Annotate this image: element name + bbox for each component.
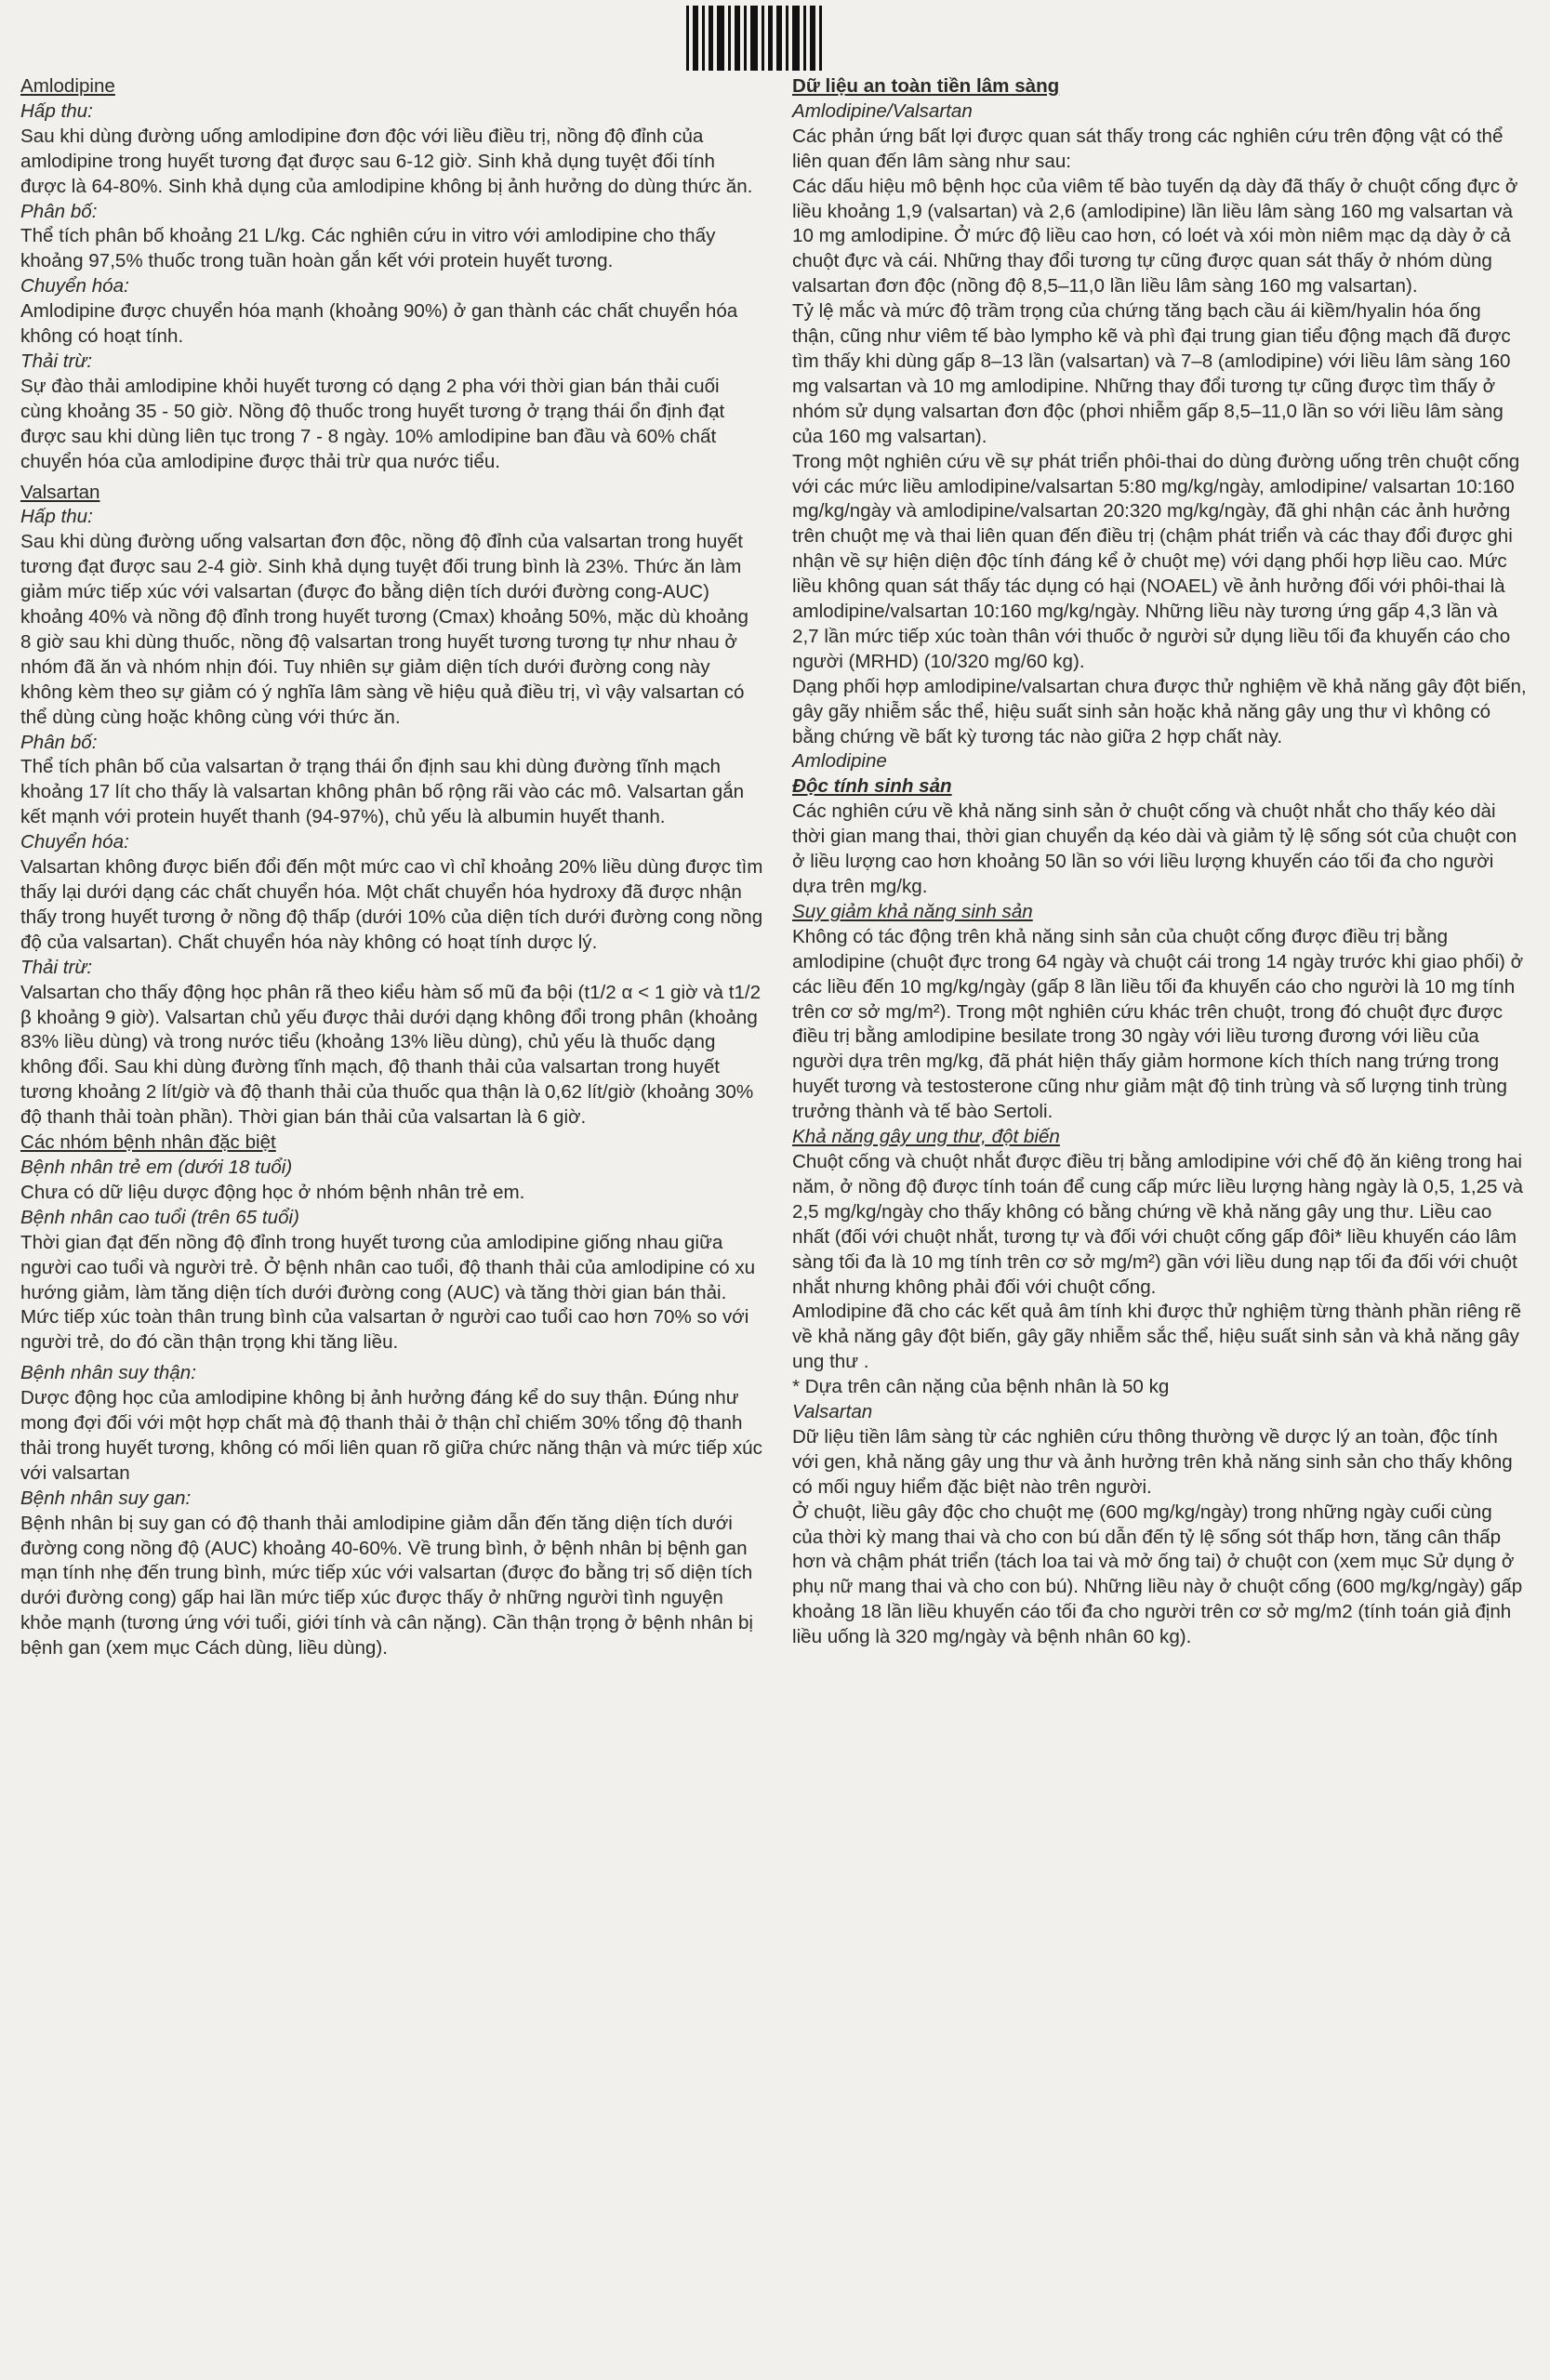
paragraph: Chưa có dữ liệu dược động học ở nhóm bệnh nhân trẻ em. — [20, 1181, 525, 1203]
paragraph: Mức tiếp xúc toàn thân trung bình của valsartan ở người cao tuổi cao hơn 70% so với người trẻ, do đó cần thận trọng khi tăng liều. — [20, 1306, 749, 1354]
paragraph: Amlodipine được chuyển hóa mạnh (khoảng 90%) ở gan thành các chất chuyển hóa không có hoạt tính. — [20, 300, 738, 348]
subsection-label: Hấp thu: — [20, 99, 93, 122]
subsection-label: Phân bố: — [20, 200, 98, 222]
subsection-label: Bệnh nhân cao tuổi (trên 65 tuổi) — [20, 1206, 299, 1228]
subsection-label: Phân bố: — [20, 731, 98, 753]
right-column — [792, 74, 1527, 1650]
paragraph: Dạng phối hợp amlodipine/valsartan chưa được thử nghiệm về khả năng gây đột biến, gây gãy nhiễm sắc thể, hiệu suất sinh sản hoặc khả năng gây ung thư vì không có bằng chứng về bất kỳ tương tác nào giữa 2 hợp chất này. — [792, 675, 1527, 747]
subsection-label: Chuyển hóa: — [20, 831, 129, 853]
paragraph: Amlodipine đã cho các kết quả âm tính khi được thử nghiệm từng thành phần riêng rẽ về khả năng gây đột biến, gây gãy nhiễm sắc thể, hiệu suất sinh sản và khả năng gây ung thư . — [792, 1301, 1522, 1373]
subsection-label: Amlodipine/Valsartan — [792, 99, 973, 122]
paragraph: Sau khi dùng đường uống amlodipine đơn độc với liều điều trị, nồng độ đỉnh của amlodipine trong huyết tương đạt được sau 6-12 giờ. Sinh khả dụng tuyệt đối tính được là 64-80%. Sinh khả dụng của amlodipine không bị ảnh hưởng do dùng thức ăn. — [20, 125, 753, 197]
paragraph: Ở chuột, liều gây độc cho chuột mẹ (600 mg/kg/ngày) trong những ngày cuối cùng của thời kỳ mang thai và cho con bú dẫn đến tỷ lệ sống sót thấp hơn, tăng cân thấp hơn và chậm phát triển (tách loa tai và mở ống tai) ở chuột con (xem mục Sử dụng ở phụ nữ mang thai và cho con bú). Những liều này ở chuột cống (600 mg/kg/ngày) gấp khoảng 18 lần liều khuyến cáo tối đa cho người trên cơ sở mg/m2 (tính toán giả định liều uống là 320 mg/ngày và bệnh nhân 60 kg). — [792, 1501, 1523, 1648]
barcode-icon — [686, 6, 846, 71]
paragraph: Trong một nghiên cứu về sự phát triển phôi-thai do dùng đường uống trên chuột cống với các mức liều amlodipine/valsartan 5:80 mg/kg/ngày, amlodipine/ valsartan 10:160 mg/kg/ngày và amlodipine/valsartan 20:320 mg/kg/ngày, đã ghi nhận các ảnh hưởng trên chuột mẹ và thai liên quan đến điều trị (chậm phát triển và các thay đổi được ghi nhận về sự hiện diện độc tính đáng kể ở chuột mẹ) với dạng phối hợp liều cao. Mức liều không quan sát thấy tác dụng có hại (NOAEL) về ảnh hưởng đối với phôi-thai là amlodipine/valsartan 10:160 mg/kg/ngày. Những liều này tương ứng gấp 4,3 lần và 2,7 lần mức tiếp xúc toàn thân với thuốc ở người sử dụng liều tối đa khuyến cáo cho người (MRHD) (10/320 mg/60 kg). — [792, 450, 1520, 672]
left-column — [20, 74, 764, 1661]
section-heading: Độc tính sinh sản — [792, 775, 952, 798]
subsection-label: Thải trừ: — [20, 350, 93, 372]
subsection-label: Thải trừ: — [20, 956, 93, 978]
section-heading: Suy giảm khả năng sinh sản — [792, 900, 1033, 922]
paragraph: Bệnh nhân bị suy gan có độ thanh thải amlodipine giảm dẫn đến tăng diện tích dưới đường cong nồng độ (AUC) khoảng 40-60%. Về trung bình, ở bệnh nhân bị bệnh gan mạn tính nhẹ đến trung bình, mức tiếp xúc với valsartan (được đo bằng trị số diện tích dưới đường cong) gấp hai lần mức tiếp xúc được thấy ở những người tình nguyện khỏe mạnh (tương ứng với tuổi, giới tính và cân nặng). Cần thận trọng ở bệnh nhân bị bệnh gan (xem mục Cách dùng, liều dùng). — [20, 1512, 753, 1659]
subsection-label: Bệnh nhân suy gan: — [20, 1487, 192, 1509]
subsection-label: Hấp thu: — [20, 506, 93, 528]
paragraph: Các dấu hiệu mô bệnh học của viêm tế bào tuyến dạ dày đã thấy ở chuột cống đực ở liều khoảng 1,9 (valsartan) và 2,6 (amlodipine) lần liều lâm sàng 160 mg valsartan và 10 mg amlodipine. Ở mức độ liều cao hơn, có loét và xói mòn niêm mạc dạ dày ở cả chuột đực và cái. Những thay đổi tương tự cũng được quan sát thấy ở nhóm dùng valsartan đơn độc (nồng độ 8,5–11,0 lần liều lâm sàng 160 mg valsartan). — [792, 175, 1518, 298]
paragraph: Valsartan không được biến đổi đến một mức cao vì chỉ khoảng 20% liều dùng được tìm thấy lại dưới dạng các chất chuyển hóa. Một chất chuyển hóa hydroxy đã được nhận thấy trong huyết tương ở nồng độ thấp (dưới 10% của diện tích dưới đường cong nồng độ của valsartan). Chất chuyển hóa này không có hoạt tính dược lý. — [20, 856, 763, 953]
subsection-label: Valsartan — [792, 1401, 873, 1423]
section-heading: Dữ liệu an toàn tiền lâm sàng — [792, 75, 1060, 97]
paragraph: Chuột cống và chuột nhắt được điều trị bằng amlodipine với chế độ ăn kiêng trong hai năm, ở nồng độ được tính toán để cung cấp mức liều lượng hàng ngày là 0,5, 1,25 và 2,5 mg/kg/ngày cho thấy không có bằng chứng về khả năng gây ung thư. Liều cao nhất (đối với chuột nhắt, tương tự và đối với chuột cống gấp đôi* liều khuyến cáo lâm sàng tối đa là 10 mg tính trên cơ sở mg/m²) gần với liều dung nạp tối đa đối với chuột nhắt nhưng không phải đối với chuột cống. — [792, 1150, 1523, 1298]
subsection-label: Chuyển hóa: — [20, 275, 129, 298]
paragraph: Thời gian đạt đến nồng độ đỉnh trong huyết tương của amlodipine giống nhau giữa người cao tuổi và người trẻ. Ở bệnh nhân cao tuổi, độ thanh thải của amlodipine có xu hướng giảm, làm tăng diện tích dưới đường cong (AUC) và tăng thời gian bán thải. — [20, 1231, 756, 1303]
paragraph: Tỷ lệ mắc và mức độ trầm trọng của chứng tăng bạch cầu ái kiềm/hyalin hóa ống thận, cũng như viêm tế bào lympho kẽ và phì đại trung gian tiểu động mạch đã được tìm thấy khi dùng gấp 8–13 lần (valsartan) và 7–8 (amlodipine) với liều lâm sàng 160 mg valsartan và 10 mg amlodipine. Những thay đổi tương tự cũng được tìm thấy ở nhóm sử dụng valsartan đơn độc (phơi nhiễm gấp 8,5–11,0 lần so với liều lâm sàng của 160 mg valsartan). — [792, 300, 1511, 447]
paragraph: Thể tích phân bố khoảng 21 L/kg. Các nghiên cứu in vitro với amlodipine cho thấy khoảng 97,5% thuốc trong tuần hoàn gắn kết với protein huyết tương. — [20, 225, 716, 272]
paragraph: Dược động học của amlodipine không bị ảnh hưởng đáng kể do suy thận. Đúng như mong đợi đối với một hợp chất mà độ thanh thải ở thận chỉ chiếm 30% tổng độ thanh thải trong huyết tương, không có mối liên quan rõ giữa chức năng thận và mức tiếp xúc với valsartan — [20, 1387, 762, 1484]
paragraph: Sau khi dùng đường uống valsartan đơn độc, nồng độ đỉnh của valsartan trong huyết tương đạt được sau 2-4 giờ. Sinh khả dụng tuyệt đối trung bình là 23%. Thức ăn làm giảm mức tiếp xúc với valsartan (được đo bằng diện tích dưới đường cong-AUC) khoảng 40% và nồng độ đỉnh trong huyết tương (Cmax) khoảng 50%, mặc dù khoảng 8 giờ sau khi dùng thuốc, nồng độ valsartan trong huyết tương tương tự như nhau ở nhóm đã ăn và nhóm nhịn đói. Tuy nhiên sự giảm diện tích dưới đường cong này không kèm theo sự giảm có ý nghĩa lâm sàng về hiệu quả điều trị, vì vậy valsartan có thể dùng cùng hoặc không cùng với thức ăn. — [20, 531, 749, 728]
paragraph: Không có tác động trên khả năng sinh sản của chuột cống được điều trị bằng amlodipine (chuột đực trong 64 ngày và chuột cái trong 14 ngày trước khi giao phối) ở các liều đến 10 mg/kg/ngày (gấp 8 lần liều tối đa khuyến cáo cho người là 10 mg tính trên cơ sở mg/m²). Trong một nghiên cứu khác trên chuột, trong đó chuột đực được điều trị bằng amlodipine besilate trong 30 ngày với liều tương đương với liều của người dựa trên mg/kg, đã phát hiện thấy giảm hormone kích thích nang trứng trong huyết tương và testosterone cũng như giảm mật độ tinh trùng và số lượng tinh trùng trưởng thành và tế bào Sertoli. — [792, 925, 1524, 1123]
paragraph: Valsartan cho thấy động học phân rã theo kiểu hàm số mũ đa bội (t1/2 α < 1 giờ và t1/2 β khoảng 9 giờ). Valsartan chủ yếu được thải dưới dạng không đổi trong phân (khoảng 83% liều dùng) và trong nước tiểu (khoảng 13% liều dùng), chủ yếu là thuốc dạng không đổi. Sau khi dùng đường tĩnh mạch, độ thanh thải của valsartan trong huyết tương khoảng 2 lít/giờ và độ thanh thải của thuốc qua thận là 0,62 lít/giờ (khoảng 30% độ thanh thải toàn phần). Thời gian bán thải của valsartan là 6 giờ. — [20, 981, 762, 1129]
section-heading: Các nhóm bệnh nhân đặc biệt — [20, 1131, 276, 1154]
paragraph: Dữ liệu tiền lâm sàng từ các nghiên cứu thông thường về dược lý an toàn, độc tính với gen, khả năng gây ung thư và ảnh hưởng trên khả năng sinh sản cho thấy không có mối nguy hiểm đặc biệt nào trên người. — [792, 1425, 1513, 1498]
subsection-label: Bệnh nhân suy thận: — [20, 1362, 196, 1384]
paragraph: Các nghiên cứu về khả năng sinh sản ở chuột cống và chuột nhắt cho thấy kéo dài thời gian mang thai, thời gian chuyển dạ kéo dài và giảm tỷ lệ sống sót của chuột con ở liều lượng cao hơn khoảng 50 lần so với liều lượng khuyến cáo tối đa cho người dựa trên mg/kg. — [792, 800, 1517, 897]
paragraph: Sự đào thải amlodipine khỏi huyết tương có dạng 2 pha với thời gian bán thải cuối cùng khoảng 35 - 50 giờ. Nồng độ thuốc trong huyết tương ở trạng thái ổn định đạt được sau khi dùng liên tục trong 7 - 8 ngày. 10% amlodipine ban đầu và 60% chất chuyển hóa của amlodipine được thải trừ qua nước tiểu. — [20, 375, 725, 472]
subsection-label: Amlodipine — [792, 750, 887, 773]
paragraph: Thể tích phân bố của valsartan ở trạng thái ổn định sau khi dùng đường tĩnh mạch khoảng 17 lít cho thấy là valsartan không phân bố rộng rãi vào các mô. Valsartan gắn kết mạnh với protein huyết thanh (94-97%), chủ yếu là albumin huyết thanh. — [20, 756, 745, 828]
section-heading: Khả năng gây ung thư, đột biến — [792, 1126, 1060, 1148]
paragraph: Các phản ứng bất lợi được quan sát thấy trong các nghiên cứu trên động vật có thể liên quan đến lâm sàng như sau: — [792, 125, 1504, 172]
paragraph: * Dựa trên cân nặng của bệnh nhân là 50 kg — [792, 1376, 1170, 1398]
subsection-label: Bệnh nhân trẻ em (dưới 18 tuổi) — [20, 1156, 293, 1178]
section-heading: Valsartan — [20, 481, 100, 503]
section-heading: Amlodipine — [20, 75, 115, 97]
